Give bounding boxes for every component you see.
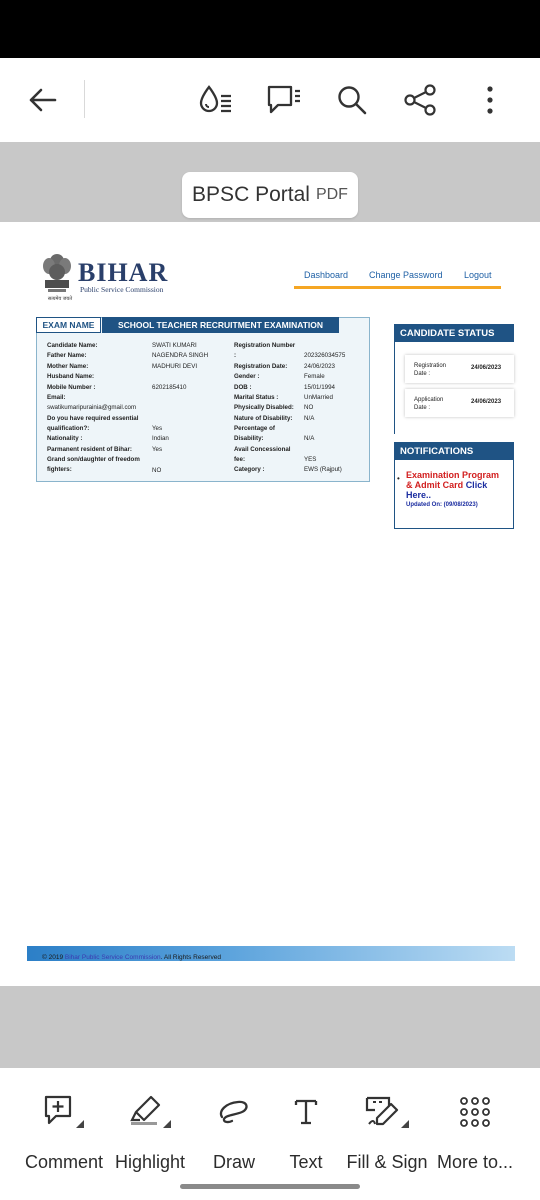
brand-title: BIHAR [78,258,169,287]
comment-add-icon [42,1092,86,1132]
label-registration-date: Registration Date: [234,363,288,370]
nav-underline [294,286,501,289]
text-icon [292,1092,320,1132]
emblem-motto: सत्यमेव जयते [47,296,73,302]
label-marital-status: Marital Status : [234,394,279,401]
label-category: Category : [234,466,265,473]
status-label-date: Date : [414,405,431,411]
tool-fill-sign-label: Fill & Sign [346,1152,428,1172]
document-kind: PDF [315,186,348,203]
label-mother-name: Mother Name: [47,363,89,370]
footer-rights: . All Rights Reserved [160,954,221,961]
nav-change-password-link[interactable]: Change Password [369,270,443,280]
value-nationality: Indian [152,435,169,442]
tool-text-label: Text [289,1152,323,1172]
document-title-chip [182,172,358,218]
value-category: EWS (Rajput) [304,466,342,473]
tool-more-label: More to... [436,1152,514,1172]
draw-icon [216,1092,252,1132]
page-footer [27,946,515,961]
application-date-card [405,389,514,417]
share-icon[interactable] [400,80,440,120]
label-resident: Parmanent resident of Bihar: [47,446,132,453]
state-emblem-icon [40,252,74,302]
status-label-registration: Registration [414,363,447,369]
more-grid-icon [459,1092,491,1132]
value-percentage: N/A [304,435,315,442]
value-dob: 15/01/1994 [304,384,335,391]
value-physically-disabled: NO [304,404,314,411]
label-candidate-name: Candidate Name: [47,342,98,349]
footer-copyright: © 2019 [42,954,64,961]
footer-link[interactable]: Bihar Public Service Commission [64,954,161,961]
value-resident: Yes [152,446,163,453]
label-percentage-1: Percentage of [234,425,275,432]
label-freedom-1: Grand son/daughter of freedom [47,456,140,463]
value-mother-name: MADHURI DEVI [152,363,198,370]
value-registration-date: 24/06/2023 [304,363,335,370]
label-mobile: Mobile Number : [47,384,96,391]
tool-more[interactable] [427,1092,523,1173]
value-email: swatikumaripurainia@gmail.com [47,404,137,411]
liquid-mode-icon[interactable] [196,80,236,120]
notification-item [406,470,506,500]
bullet-icon: • [397,474,400,483]
tool-fill-sign[interactable] [339,1092,435,1173]
label-registration-number: Registration Number [234,342,296,349]
viewer-background-bottom [0,986,540,1068]
label-nationality: Nationality : [47,435,83,442]
search-icon[interactable] [332,80,372,120]
tool-highlight-label: Highlight [114,1152,186,1172]
label-father-name: Father Name: [47,352,87,359]
tool-draw-label: Draw [212,1152,255,1172]
label-freedom-2: fighters: [47,466,72,473]
status-label-date: Date : [414,371,431,377]
more-vert-icon[interactable] [470,80,510,120]
bottom-toolbar [0,1068,540,1200]
label-gender: Gender : [234,373,260,380]
label-registration-colon: : [234,352,237,359]
home-indicator[interactable] [180,1184,360,1189]
label-nature-disability: Nature of Disability: [234,415,293,422]
exam-name-label: EXAM NAME [36,317,101,333]
fill-sign-icon [363,1092,411,1132]
value-gender: Female [304,373,325,380]
notification-updated: Updated On: (09/08/2023) [406,502,478,508]
candidate-status-heading: CANDIDATE STATUS [394,324,514,342]
arrow-left-icon[interactable] [22,80,62,120]
tool-comment[interactable] [16,1092,112,1173]
footer-text [42,954,221,961]
status-registration-date: 24/06/2023 [471,365,502,371]
value-qualification: Yes [152,425,163,432]
nav-dashboard-link[interactable]: Dashboard [304,270,349,280]
label-dob: DOB : [234,384,252,391]
value-father-name: NAGENDRA SINGH [152,352,209,359]
label-concessional-1: Avail Concessional [234,446,291,453]
document-name: BPSC Portal [192,183,310,206]
value-mobile: 6202185410 [152,384,187,391]
value-marital-status: UnMarried [304,394,333,401]
toolbar-divider [84,80,85,118]
value-concessional: YES [304,456,317,463]
registration-date-card [405,355,514,383]
status-bar [0,0,540,58]
value-registration-number: 202326034575 [304,352,346,359]
tool-comment-label: Comment [24,1152,104,1172]
label-husband-name: Husband Name: [47,373,95,380]
label-email: Email: [47,394,66,401]
status-label-application: Application [414,397,444,403]
comments-icon[interactable] [264,80,304,120]
label-qualification-1: Do you have required essential [47,415,139,422]
tool-highlight[interactable] [102,1092,198,1173]
exam-title: SCHOOL TEACHER RECRUITMENT EXAMINATION [102,317,339,333]
brand-subtitle: Public Service Commission [80,285,164,294]
nav-logout-link[interactable]: Logout [464,270,492,280]
value-candidate-name: SWATI KUMARI [152,342,197,349]
notifications-heading: NOTIFICATIONS [394,442,514,460]
top-toolbar [0,58,540,142]
label-percentage-2: Disability: [234,435,264,442]
status-application-date: 24/06/2023 [471,399,502,405]
value-nature-disability: N/A [304,415,315,422]
label-physically-disabled: Physically Disabled: [234,404,294,411]
highlighter-icon [127,1092,173,1132]
label-qualification-2: qualification?: [47,425,90,432]
pdf-page [0,222,540,986]
value-freedom: NO [152,467,162,474]
notification-link[interactable]: Click Here.. [406,480,488,500]
label-concessional-2: fee: [234,456,246,463]
notification-text: Examination Program & Admit Card [406,470,500,490]
